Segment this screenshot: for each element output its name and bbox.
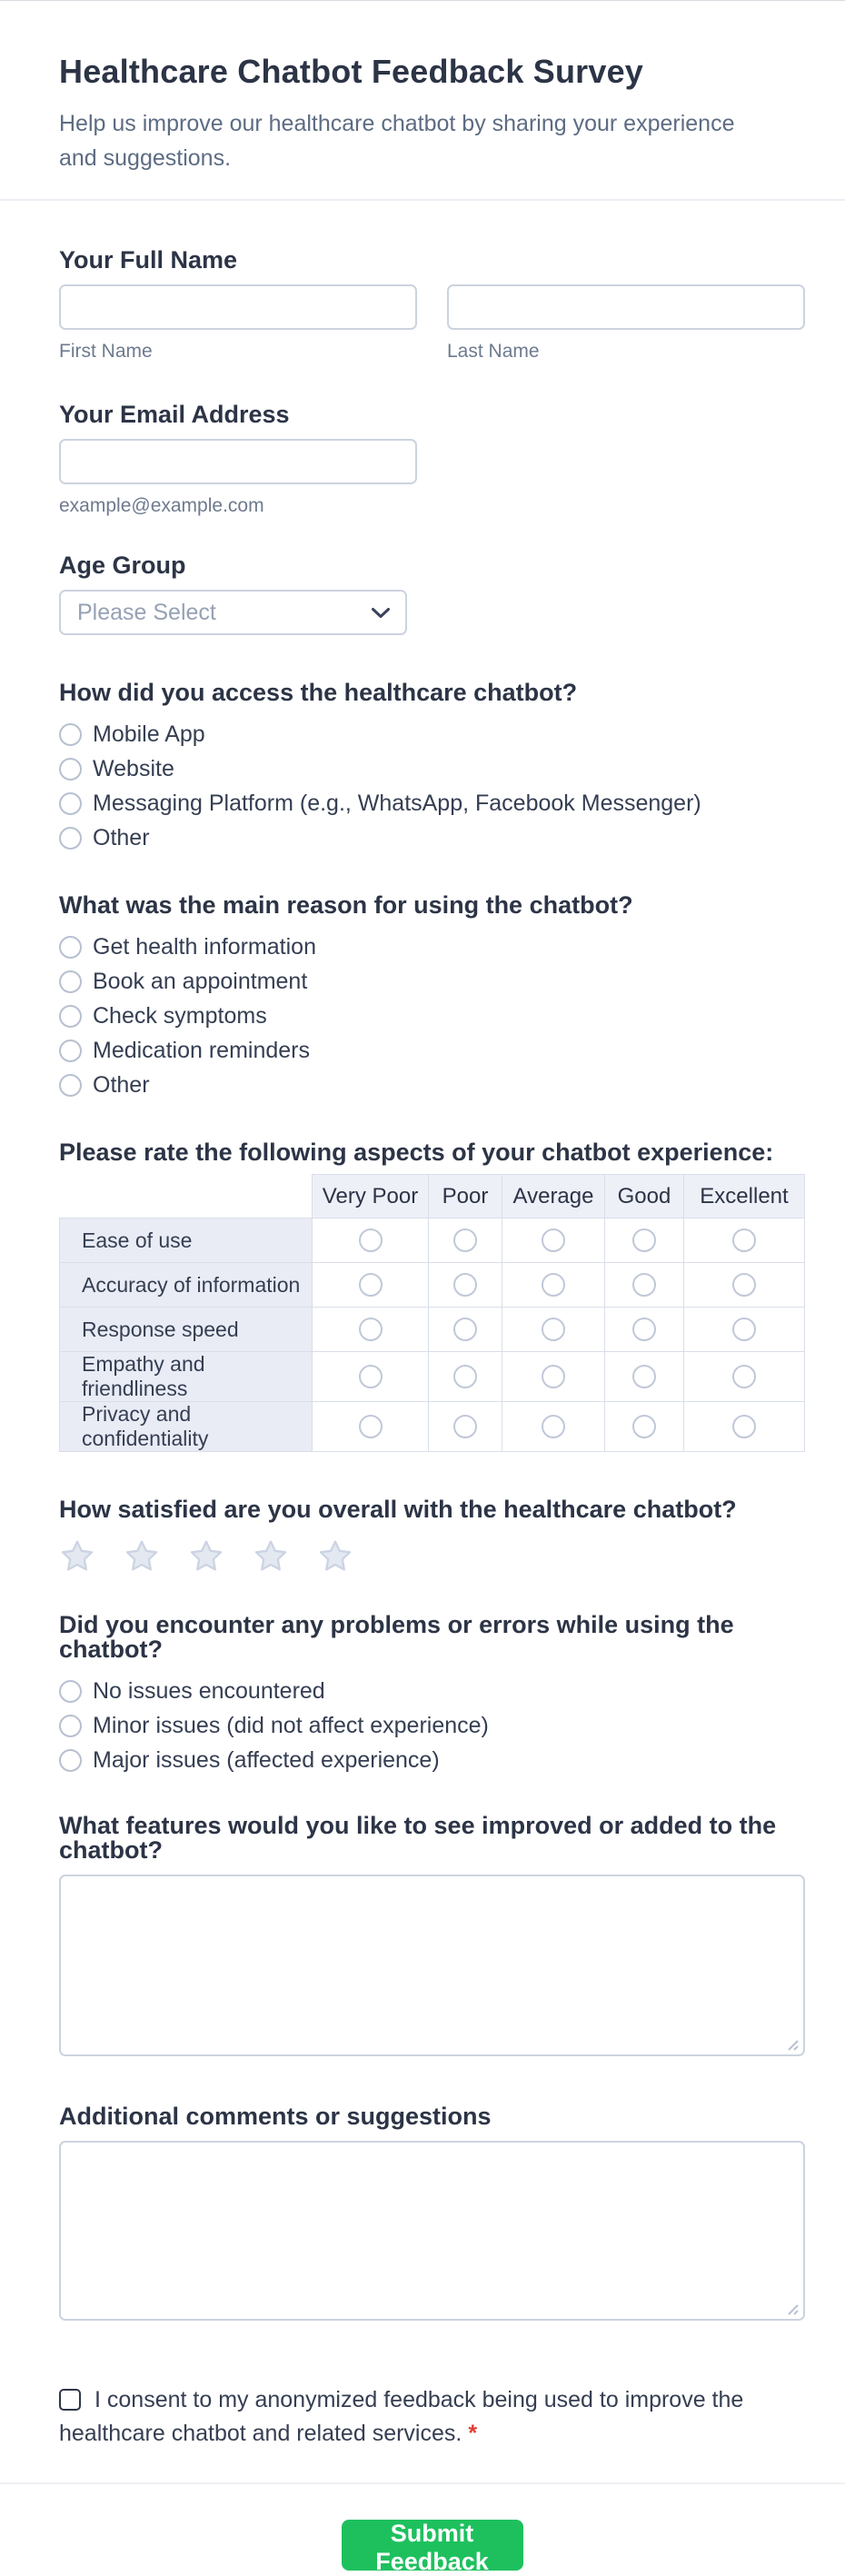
page-subtitle: Help us improve our healthcare chatbot by sharing your experience and suggestions. [59, 111, 735, 171]
question-comments [59, 2104, 805, 2325]
reason-label: What was the main reason for using the chatbot? [59, 891, 633, 919]
matrix-radio-icon[interactable] [732, 1415, 756, 1438]
matrix-radio-icon[interactable] [542, 1273, 565, 1297]
radio-option-label: Get health information [93, 934, 316, 960]
matrix-radio-icon[interactable] [359, 1365, 383, 1388]
chevron-down-icon [371, 607, 391, 619]
form-footer [0, 2484, 845, 2575]
reason-options [59, 930, 805, 1102]
matrix-column-header: Very Poor [313, 1175, 429, 1218]
problems-label: Did you encounter any problems or errors while using the chatbot? [59, 1611, 734, 1663]
radio-icon[interactable] [59, 936, 82, 959]
rating-matrix-table [59, 1174, 805, 1452]
matrix-cell[interactable] [605, 1308, 684, 1352]
star-rating-icon[interactable] [124, 1538, 160, 1575]
matrix-row [60, 1402, 805, 1452]
matrix-column-header: Excellent [684, 1175, 805, 1218]
question-problems [59, 1613, 805, 1777]
access-label: How did you access the healthcare chatbot? [59, 679, 578, 706]
submit-button[interactable]: Submit Feedback [342, 2520, 523, 2571]
features-label: What features would you like to see improved or added to the chatbot? [59, 1812, 777, 1864]
comments-label: Additional comments or suggestions [59, 2103, 492, 2130]
features-textarea-wrap [59, 1875, 805, 2061]
matrix-cell[interactable] [502, 1308, 605, 1352]
matrix-radio-icon[interactable] [359, 1228, 383, 1252]
comments-textarea[interactable] [59, 2141, 805, 2321]
matrix-radio-icon[interactable] [453, 1273, 477, 1297]
matrix-radio-icon[interactable] [732, 1318, 756, 1341]
radio-option-label: Minor issues (did not affect experience) [93, 1713, 489, 1738]
matrix-cell[interactable] [429, 1263, 502, 1308]
matrix-radio-icon[interactable] [542, 1228, 565, 1252]
matrix-radio-icon[interactable] [732, 1273, 756, 1297]
radio-icon[interactable] [59, 827, 82, 850]
form-header [0, 1, 845, 201]
matrix-row-label: Response speed [60, 1308, 313, 1352]
matrix-row [60, 1308, 805, 1352]
matrix-cell[interactable] [502, 1402, 605, 1452]
comments-textarea-wrap [59, 2141, 805, 2325]
star-rating-icon[interactable] [59, 1538, 95, 1575]
matrix-radio-icon[interactable] [632, 1273, 656, 1297]
radio-icon[interactable] [59, 1005, 82, 1028]
last-name-input[interactable] [447, 284, 805, 330]
radio-icon[interactable] [59, 1715, 82, 1737]
radio-icon[interactable] [59, 1749, 82, 1772]
question-consent[interactable] [59, 2383, 805, 2451]
radio-option[interactable] [59, 1068, 805, 1102]
matrix-cell[interactable] [605, 1352, 684, 1402]
star-rating-icon[interactable] [317, 1538, 353, 1575]
radio-option-label: No issues encountered [93, 1678, 325, 1704]
radio-option-label: Medication reminders [93, 1038, 310, 1063]
matrix-cell[interactable] [502, 1263, 605, 1308]
radio-icon[interactable] [59, 723, 82, 746]
star-rating-icon[interactable] [188, 1538, 224, 1575]
matrix-radio-icon[interactable] [542, 1415, 565, 1438]
matrix-radio-icon[interactable] [453, 1228, 477, 1252]
resize-handle-icon[interactable] [783, 2300, 800, 2316]
matrix-row [60, 1218, 805, 1263]
radio-option[interactable] [59, 821, 805, 855]
matrix-cell[interactable] [684, 1263, 805, 1308]
matrix-cell[interactable] [605, 1218, 684, 1263]
question-features [59, 1814, 805, 2061]
matrix-cell[interactable] [429, 1218, 502, 1263]
radio-option[interactable] [59, 1674, 805, 1708]
radio-option-label: Mobile App [93, 721, 205, 747]
radio-option[interactable] [59, 1033, 805, 1068]
radio-icon[interactable] [59, 758, 82, 781]
radio-option[interactable] [59, 717, 805, 751]
question-rating-matrix [59, 1140, 805, 1452]
question-age-group [59, 553, 805, 635]
question-satisfaction [59, 1497, 805, 1575]
matrix-cell[interactable] [313, 1352, 429, 1402]
matrix-cell[interactable] [313, 1308, 429, 1352]
survey-form [0, 1, 845, 2575]
matrix-cell[interactable] [502, 1218, 605, 1263]
radio-option-label: Check symptoms [93, 1003, 267, 1029]
matrix-cell[interactable] [684, 1352, 805, 1402]
full-name-label: Your Full Name [59, 246, 238, 274]
radio-icon[interactable] [59, 792, 82, 815]
matrix-cell[interactable] [313, 1218, 429, 1263]
matrix-radio-icon[interactable] [542, 1318, 565, 1341]
matrix-radio-icon[interactable] [732, 1228, 756, 1252]
matrix-cell[interactable] [605, 1263, 684, 1308]
select-placeholder: Please Select [77, 599, 216, 625]
matrix-row-label: Accuracy of information [60, 1263, 313, 1308]
email-input[interactable] [59, 439, 417, 484]
radio-icon[interactable] [59, 970, 82, 993]
age-group-label: Age Group [59, 552, 186, 579]
question-email [59, 403, 805, 517]
matrix-radio-icon[interactable] [542, 1365, 565, 1388]
radio-option-label: Major issues (affected experience) [93, 1747, 440, 1773]
satisfaction-label: How satisfied are you overall with the healthcare chatbot? [59, 1496, 737, 1523]
matrix-radio-icon[interactable] [732, 1365, 756, 1388]
radio-option-label: Messaging Platform (e.g., WhatsApp, Facebook Messenger) [93, 791, 701, 816]
matrix-cell[interactable] [313, 1402, 429, 1452]
page-title: Healthcare Chatbot Feedback Survey [59, 53, 644, 90]
radio-option[interactable] [59, 1708, 805, 1743]
resize-handle-icon[interactable] [783, 2035, 800, 2052]
radio-option[interactable] [59, 1743, 805, 1777]
radio-option-label: Other [93, 1072, 150, 1098]
matrix-radio-icon[interactable] [632, 1318, 656, 1341]
matrix-row-label: Privacy and confidentiality [60, 1402, 313, 1452]
matrix-cell[interactable] [684, 1308, 805, 1352]
matrix-radio-icon[interactable] [453, 1318, 477, 1341]
required-asterisk: * [468, 2421, 478, 2446]
matrix-row [60, 1263, 805, 1308]
matrix-row-label: Empathy and friendliness [60, 1352, 313, 1402]
form-body [0, 248, 845, 2451]
matrix-radio-icon[interactable] [632, 1365, 656, 1388]
radio-option-label: Book an appointment [93, 969, 308, 994]
matrix-cell[interactable] [429, 1402, 502, 1452]
radio-icon[interactable] [59, 1074, 82, 1097]
star-rating [59, 1538, 805, 1575]
matrix-corner-cell [60, 1175, 313, 1218]
matrix-cell[interactable] [605, 1402, 684, 1452]
radio-option-label: Website [93, 756, 174, 781]
email-sublabel: example@example.com [59, 495, 264, 516]
matrix-cell[interactable] [313, 1263, 429, 1308]
features-textarea[interactable] [59, 1875, 805, 2056]
radio-option[interactable] [59, 786, 805, 821]
matrix-cell[interactable] [429, 1352, 502, 1402]
first-name-sublabel: First Name [59, 341, 153, 362]
matrix-cell[interactable] [684, 1402, 805, 1452]
radio-icon[interactable] [59, 1680, 82, 1703]
matrix-row [60, 1352, 805, 1402]
question-access [59, 681, 805, 855]
matrix-cell[interactable] [502, 1352, 605, 1402]
matrix-column-header: Good [605, 1175, 684, 1218]
matrix-radio-icon[interactable] [359, 1273, 383, 1297]
radio-icon[interactable] [59, 1039, 82, 1062]
star-rating-icon[interactable] [253, 1538, 289, 1575]
email-label: Your Email Address [59, 401, 290, 428]
question-reason [59, 893, 805, 1102]
access-options [59, 717, 805, 855]
first-name-input[interactable] [59, 284, 417, 330]
matrix-label: Please rate the following aspects of your chatbot experience: [59, 1139, 774, 1166]
matrix-column-header: Average [502, 1175, 605, 1218]
matrix-cell[interactable] [684, 1218, 805, 1263]
matrix-radio-icon[interactable] [453, 1365, 477, 1388]
matrix-cell[interactable] [429, 1308, 502, 1352]
matrix-radio-icon[interactable] [632, 1228, 656, 1252]
matrix-radio-icon[interactable] [359, 1415, 383, 1438]
age-group-select[interactable] [59, 590, 407, 635]
consent-label: I consent to my anonymized feedback being used to improve the healthcare chatbot and related services. [59, 2387, 744, 2446]
problems-options [59, 1674, 805, 1777]
radio-option[interactable] [59, 999, 805, 1033]
radio-option[interactable] [59, 751, 805, 786]
question-full-name [59, 248, 805, 363]
last-name-sublabel: Last Name [447, 341, 540, 362]
radio-option-label: Other [93, 825, 150, 850]
radio-option[interactable] [59, 964, 805, 999]
consent-checkbox[interactable] [59, 2389, 81, 2411]
matrix-radio-icon[interactable] [359, 1318, 383, 1341]
matrix-radio-icon[interactable] [632, 1415, 656, 1438]
matrix-column-header: Poor [429, 1175, 502, 1218]
matrix-row-label: Ease of use [60, 1218, 313, 1263]
matrix-radio-icon[interactable] [453, 1415, 477, 1438]
radio-option[interactable] [59, 930, 805, 964]
